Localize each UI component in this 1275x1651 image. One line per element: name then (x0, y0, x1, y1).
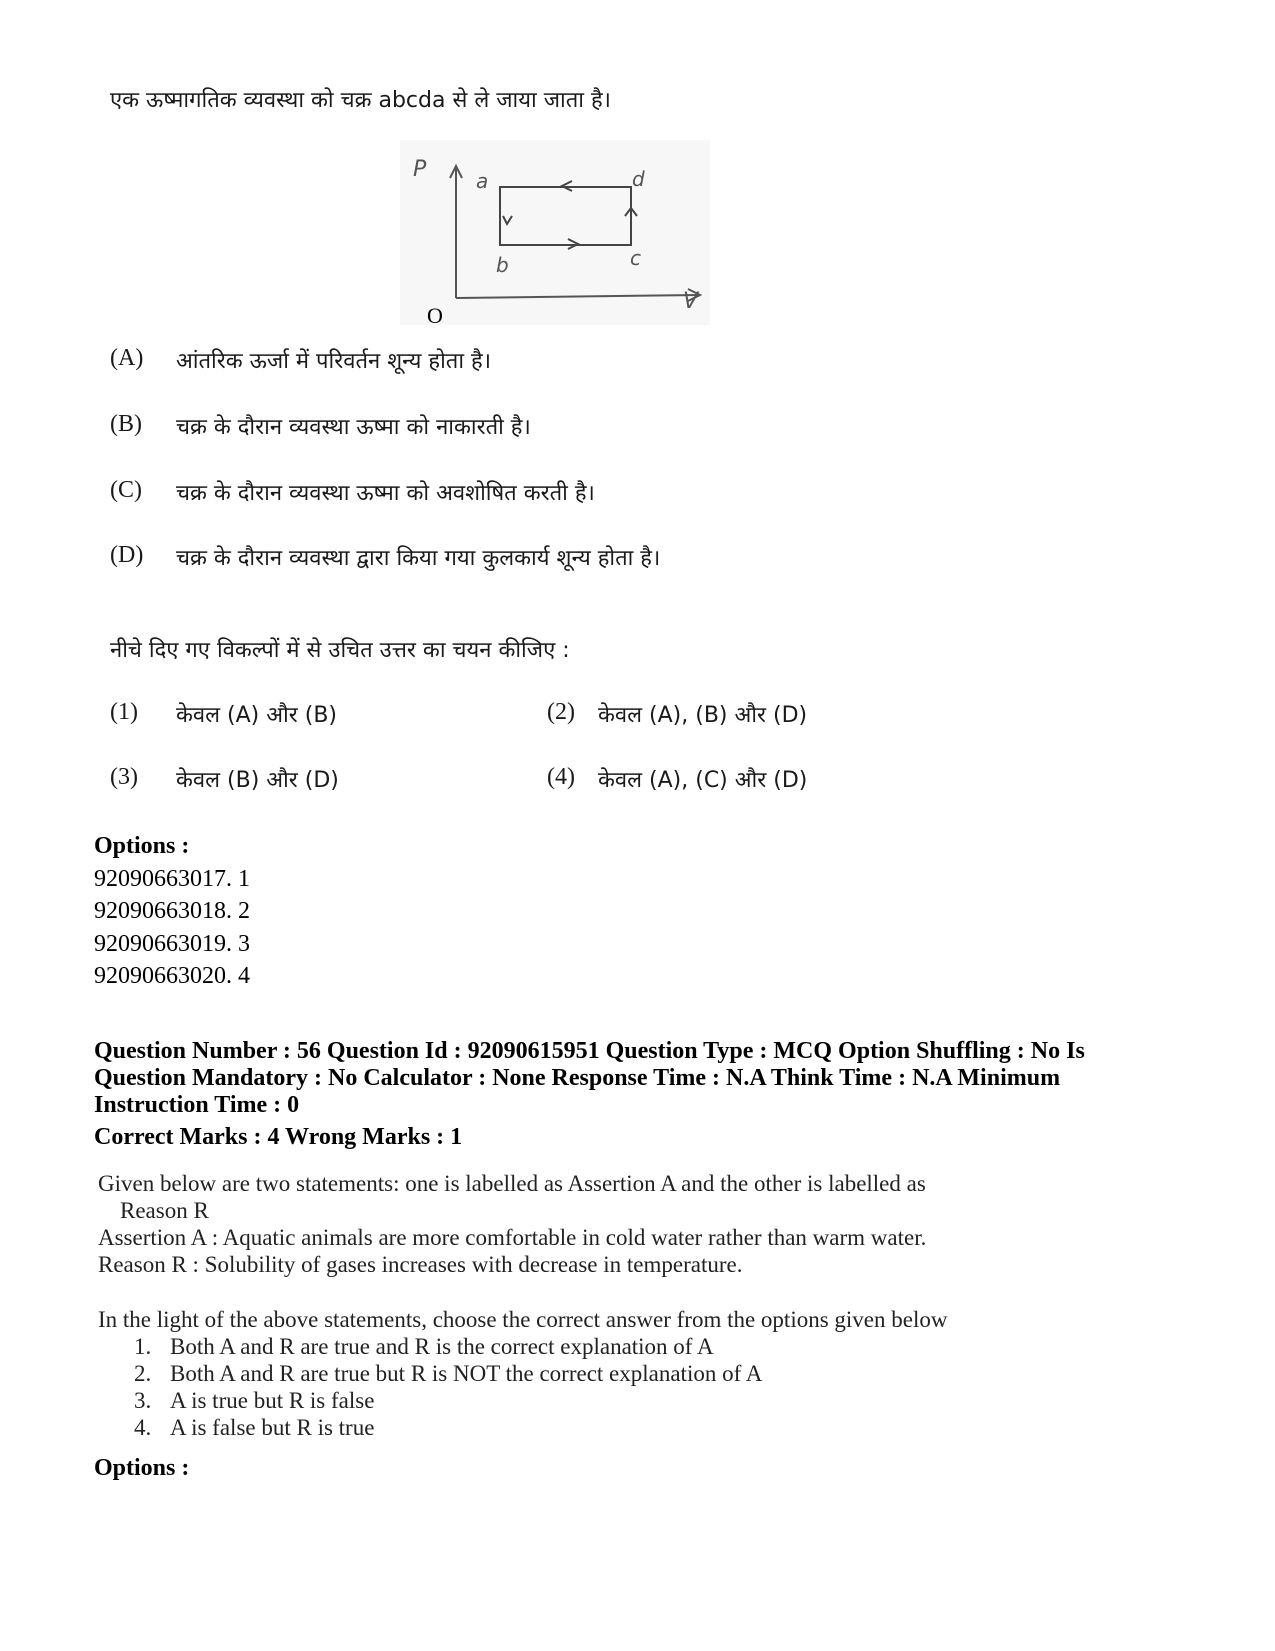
p-label: P (413, 157, 427, 182)
origin-label: O (427, 303, 443, 328)
choice-3-label: (3) (110, 764, 138, 790)
question-stem: एक ऊष्मागतिक व्यवस्था को चक्र abcda से ले जाया जाता है। (110, 88, 611, 113)
v-label: V (683, 289, 699, 314)
option-item: 92090663018. 2 (94, 898, 250, 924)
answer-text: Both A and R are true but R is NOT the correct explanation of A (170, 1361, 763, 1386)
choice-1-label: (1) (110, 699, 138, 725)
choice-4-text: केवल (A), (C) और (D) (598, 768, 808, 793)
point-c-label: c (630, 246, 641, 270)
statement-a-label: (A) (110, 345, 144, 371)
answer-text: Both A and R are true and R is the correct explanation of A (170, 1334, 714, 1359)
choice-1-text: केवल (A) और (B) (176, 703, 338, 728)
question-meta-line: Question Mandatory : No Calculator : None Response Time : N.A Think Time : N.A Minimum (94, 1065, 1061, 1091)
statement-c-label: (C) (110, 477, 142, 503)
answer-number: 4. (134, 1415, 152, 1440)
options-heading: Options : (94, 1455, 190, 1481)
statement-d-label: (D) (110, 542, 144, 568)
statement-d-text: चक्र के दौरान व्यवस्था द्वारा किया गया कुलकार्य शून्य होता है। (176, 546, 661, 571)
point-a-label: a (476, 169, 489, 193)
q56-intro: Given below are two statements: one is labelled as Assertion A and the other is labelled as (98, 1171, 926, 1196)
pv-cycle-diagram (400, 140, 710, 325)
question-meta-line: Instruction Time : 0 (94, 1092, 300, 1118)
choice-2-text: केवल (A), (B) और (D) (598, 703, 808, 728)
answer-number: 2. (134, 1361, 152, 1386)
answer-number: 1. (134, 1334, 152, 1359)
statement-b-label: (B) (110, 411, 142, 437)
option-item: 92090663017. 1 (94, 866, 250, 892)
choice-2-label: (2) (547, 699, 575, 725)
option-item: 92090663019. 3 (94, 931, 250, 957)
question-meta-line: Question Number : 56 Question Id : 92090615951 Question Type : MCQ Option Shuffling : No Is (94, 1038, 1085, 1064)
choose-prompt: In the light of the above statements, choose the correct answer from the options given below (98, 1307, 948, 1332)
q56-intro-cont: Reason R (120, 1198, 209, 1223)
answer-number: 3. (134, 1388, 152, 1413)
statement-c-text: चक्र के दौरान व्यवस्था ऊष्मा को अवशोषित करती है। (176, 481, 595, 506)
answer-text: A is true but R is false (170, 1388, 375, 1413)
options-heading: Options : (94, 833, 190, 859)
reason-text: Reason R : Solubility of gases increases with decrease in temperature. (98, 1252, 743, 1277)
assertion-text: Assertion A : Aquatic animals are more comfortable in cold water rather than warm water. (98, 1225, 927, 1250)
marks-line: Correct Marks : 4 Wrong Marks : 1 (94, 1124, 463, 1150)
statement-b-text: चक्र के दौरान व्यवस्था ऊष्मा को नाकारती है। (176, 415, 531, 440)
statement-a-text: आंतरिक ऊर्जा में परिवर्तन शून्य होता है। (176, 349, 492, 374)
choice-4-label: (4) (547, 764, 575, 790)
option-item: 92090663020. 4 (94, 963, 250, 989)
choice-3-text: केवल (B) और (D) (176, 768, 339, 793)
answer-text: A is false but R is true (170, 1415, 375, 1440)
point-b-label: b (496, 253, 509, 277)
choose-instruction: नीचे दिए गए विकल्पों में से उचित उत्तर का चयन कीजिए : (110, 638, 570, 663)
point-d-label: d (632, 167, 645, 191)
